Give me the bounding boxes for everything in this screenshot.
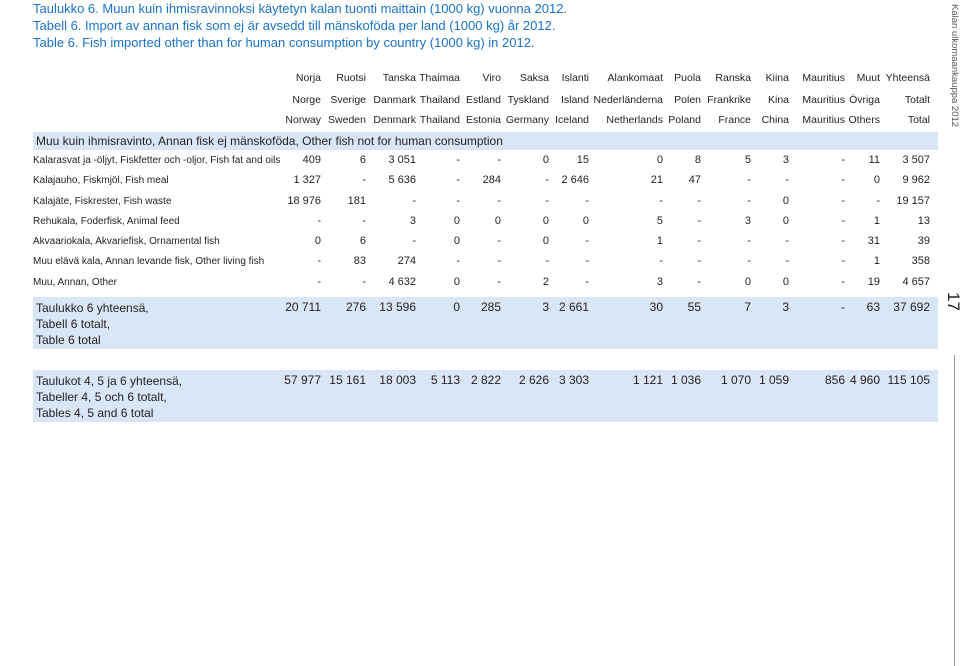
- table-row-cell: -: [545, 255, 549, 267]
- table6-total-cell: 63: [866, 300, 880, 314]
- column-header-sv: Sverige: [330, 94, 366, 106]
- table-row-cell: -: [456, 255, 460, 267]
- table-row-cell: 19 157: [896, 195, 930, 207]
- table-row-cell: -: [785, 235, 789, 247]
- column-header-en: Poland: [668, 114, 701, 126]
- table6-total-cell: 0: [453, 300, 460, 314]
- table-row-cell: -: [747, 235, 751, 247]
- row-label: Akvaariokala, Akvariefisk, Ornamental fish: [33, 236, 220, 247]
- column-header-fi: Saksa: [519, 72, 549, 84]
- column-header-fi: Ranska: [715, 72, 751, 84]
- table-row-cell: 6: [359, 154, 366, 166]
- tables-456-total-cell: 115 105: [887, 373, 930, 387]
- table-row-cell: -: [659, 195, 663, 207]
- table-row-cell: -: [747, 174, 751, 186]
- tables-456-total-cell: 1 070: [720, 373, 751, 387]
- tables-456-total-cell: 5 113: [430, 373, 460, 387]
- table-row-cell: -: [697, 276, 701, 288]
- title-sv-text: Import av annan fisk som ej är avsedd till mänskoföda per land (1000 kg) år 2012.: [85, 18, 556, 33]
- table6-total-cell: 37 692: [893, 300, 930, 314]
- table-row: [33, 274, 938, 294]
- table-row-cell: 0: [542, 154, 549, 166]
- column-header-fi: Puola: [674, 72, 701, 84]
- title-sv: [33, 17, 567, 34]
- table-row: [33, 233, 938, 253]
- table-row-cell: 5: [744, 154, 751, 166]
- table6-total-row: [33, 297, 938, 349]
- table-row-cell: -: [497, 195, 501, 207]
- table-row-cell: -: [841, 174, 845, 186]
- table-row-cell: 1 327: [293, 174, 321, 186]
- column-header-fi: Alankomaat: [607, 72, 663, 84]
- table-row-cell: 9 962: [902, 174, 930, 186]
- table-row-cell: -: [362, 276, 366, 288]
- total-label-line: Tables 4, 5 and 6 total: [36, 406, 154, 420]
- column-header-fi: Ruotsi: [336, 72, 366, 84]
- column-header-en: Germany: [505, 114, 549, 126]
- table-row-cell: -: [497, 276, 501, 288]
- header-row-sv: [33, 92, 938, 110]
- row-label: Muu elävä kala, Annan levande fisk, Other living fish: [33, 256, 265, 267]
- table-row-cell: -: [497, 235, 501, 247]
- column-header-en: France: [718, 114, 751, 126]
- column-header-sv: Thailand: [419, 94, 460, 106]
- column-header-en: Denmark: [373, 114, 416, 126]
- table-row: [33, 253, 938, 273]
- table-row-cell: 0: [782, 276, 789, 288]
- column-header-en: Mauritius: [802, 114, 845, 126]
- publication-name: Kalan ulkomaankauppa 2012: [949, 4, 960, 128]
- column-header-sv: Norge: [292, 94, 321, 106]
- column-header-fi: Kiina: [765, 72, 789, 84]
- table-row-cell: -: [497, 154, 501, 166]
- column-header-sv: Kina: [767, 94, 789, 106]
- table-row-cell: 18 976: [287, 195, 321, 207]
- tables-456-total-labels: [36, 373, 182, 421]
- table-row-cell: -: [785, 174, 789, 186]
- table-row-cell: -: [747, 195, 751, 207]
- column-header-fi: Thaimaa: [419, 72, 460, 84]
- column-header-sv: Frankrike: [707, 94, 751, 106]
- table-row-cell: 5: [656, 215, 663, 227]
- column-header-en: Total: [907, 114, 930, 126]
- table-row-cell: -: [697, 255, 701, 267]
- column-header-sv: Polen: [674, 94, 701, 106]
- section-title: Muu kuin ihmisravinto, Annan fisk ej mänskoföda, Other fish not for human consumption: [33, 132, 938, 150]
- table6-total-cell: 13 596: [379, 300, 416, 314]
- title-fi: [33, 0, 567, 17]
- table-row-cell: 0: [453, 235, 460, 247]
- table-row-cell: -: [697, 215, 701, 227]
- table-row-cell: -: [317, 255, 321, 267]
- table-row-cell: -: [362, 174, 366, 186]
- tables-456-total-cell: 4 960: [849, 373, 880, 387]
- table-row-cell: 4 657: [902, 276, 930, 288]
- table-row-cell: -: [497, 255, 501, 267]
- table-title: [33, 0, 567, 51]
- table-row-cell: 0: [453, 215, 460, 227]
- column-header-fi: Islanti: [561, 72, 589, 84]
- column-header-sv: Nederländerna: [593, 94, 663, 106]
- tables-456-total-cell: 18 003: [379, 373, 416, 387]
- header-row-fi: [33, 70, 938, 88]
- row-label: Muu, Annan, Other: [33, 277, 117, 288]
- table-row-cell: 6: [359, 235, 366, 247]
- table-row-cell: -: [317, 276, 321, 288]
- column-header-fi: Norja: [295, 72, 321, 84]
- table-row-cell: 21: [650, 174, 663, 186]
- table-row-cell: 3 507: [902, 154, 930, 166]
- side-divider: [954, 355, 955, 666]
- table-row-cell: -: [456, 154, 460, 166]
- table-row-cell: -: [876, 195, 880, 207]
- table-row-cell: 0: [314, 235, 321, 247]
- table-row-cell: 31: [867, 235, 880, 247]
- total-label-line: Tabell 6 totalt,: [36, 317, 111, 331]
- table-row: [33, 213, 938, 233]
- table-row-cell: 5 636: [388, 174, 416, 186]
- table-row-cell: 274: [397, 255, 416, 267]
- tables-456-total-cell: 3 303: [558, 373, 589, 387]
- table-row-cell: -: [412, 195, 416, 207]
- table-row-cell: 0: [542, 235, 549, 247]
- title-sv-label: Tabell 6.: [33, 18, 82, 33]
- column-header-sv: Tyskland: [507, 94, 549, 106]
- total-label-line: Table 6 total: [36, 333, 101, 347]
- table-row-cell: -: [697, 195, 701, 207]
- table-row-cell: 11: [868, 154, 880, 166]
- table-row-cell: -: [841, 255, 845, 267]
- column-header-fi: Mauritius: [802, 72, 845, 84]
- table-row-cell: -: [841, 235, 845, 247]
- table-row-cell: 0: [582, 215, 589, 227]
- table-row-cell: -: [585, 255, 589, 267]
- table-row-cell: 4 632: [388, 276, 416, 288]
- table-row-cell: 181: [347, 195, 366, 207]
- table-row: [33, 193, 938, 213]
- column-header-sv: Estland: [465, 94, 501, 106]
- row-label: Kalarasvat ja -öljyt, Fiskfetter och -oljor, Fish fat and oils: [33, 155, 281, 166]
- table-row-cell: -: [841, 276, 845, 288]
- table-row: [33, 172, 938, 192]
- table6-total-labels: [36, 300, 149, 348]
- table-row-cell: 1: [873, 255, 880, 267]
- table6-total-cell: 7: [744, 300, 751, 314]
- column-header-fi: Muut: [856, 72, 880, 84]
- tables-456-total-cell: 2 822: [470, 373, 501, 387]
- table-row: [33, 152, 938, 172]
- title-en-label: Table 6.: [33, 35, 79, 50]
- table-row-cell: -: [412, 235, 416, 247]
- table-row-cell: -: [545, 174, 549, 186]
- tables-456-total-cell: 1 059: [758, 373, 789, 387]
- table-row-cell: -: [317, 215, 321, 227]
- table-row-cell: 0: [494, 215, 501, 227]
- row-label: Kalajauho, Fiskmjöl, Fish meal: [33, 175, 169, 186]
- table6-total-cell: 2 661: [558, 300, 589, 314]
- table-row-cell: 0: [656, 154, 663, 166]
- total-label-line: Taulukot 4, 5 ja 6 yhteensä,: [36, 374, 183, 388]
- row-label: Rehukala, Foderfisk, Animal feed: [33, 216, 180, 227]
- page-number: 17: [944, 292, 963, 311]
- table-row-cell: -: [585, 276, 589, 288]
- header-row-en: [33, 112, 938, 130]
- column-header-en: Netherlands: [606, 114, 663, 126]
- column-header-sv: Danmark: [373, 94, 416, 106]
- table6-total-cell: 3: [782, 300, 789, 314]
- table-row-cell: 47: [688, 174, 701, 186]
- table-row-cell: 1: [656, 235, 663, 247]
- table6-total-cell: 285: [480, 300, 501, 314]
- table-row-cell: -: [585, 195, 589, 207]
- column-header-fi: Yhteensä: [885, 72, 930, 84]
- table-row-cell: -: [841, 215, 845, 227]
- table-row-cell: 8: [694, 154, 701, 166]
- tables-456-total-cell: 1 121: [632, 373, 663, 387]
- column-header-sv: Övriga: [849, 94, 880, 106]
- table-row-cell: 284: [482, 174, 501, 186]
- table6-total-cell: 20 711: [285, 300, 321, 314]
- table-row-cell: 0: [542, 215, 549, 227]
- row-label: Kalajäte, Fiskrester, Fish waste: [33, 196, 172, 207]
- column-header-en: Others: [848, 114, 880, 126]
- column-header-sv: Island: [560, 94, 589, 106]
- table-row-cell: 3: [744, 215, 751, 227]
- table-row-cell: 3: [409, 215, 416, 227]
- total-label-line: Taulukko 6 yhteensä,: [36, 301, 149, 315]
- table-row-cell: 0: [744, 276, 751, 288]
- table-row-cell: 409: [302, 154, 321, 166]
- table-row-cell: 19: [867, 276, 880, 288]
- table-row-cell: 39: [917, 235, 930, 247]
- title-fi-text: Muun kuin ihmisravinnoksi käytetyn kalan tuonti maittain (1000 kg) vuonna 2012.: [102, 1, 568, 16]
- table-row-cell: 1: [873, 215, 880, 227]
- table-row-cell: -: [456, 195, 460, 207]
- tables-456-total-cell: 2 626: [518, 373, 549, 387]
- table-row-cell: 2 646: [561, 174, 589, 186]
- column-header-en: Thailand: [419, 114, 460, 126]
- table-row-cell: -: [362, 215, 366, 227]
- table-row-cell: 3: [656, 276, 663, 288]
- table6-total-cell: -: [841, 300, 845, 314]
- column-header-en: Norway: [285, 114, 321, 126]
- table-row-cell: -: [456, 174, 460, 186]
- table-row-cell: 358: [911, 255, 930, 267]
- column-header-en: China: [761, 114, 789, 126]
- tables-456-total-cell: 1 036: [670, 373, 701, 387]
- table-row-cell: -: [747, 255, 751, 267]
- tables-456-total-cell: 57 977: [284, 373, 321, 387]
- column-header-sv: Mauritius: [802, 94, 845, 106]
- column-header-en: Sweden: [328, 114, 366, 126]
- title-en: [33, 34, 567, 51]
- table6-total-cell: 276: [345, 300, 366, 314]
- table-row-cell: 83: [353, 255, 366, 267]
- table-row-cell: -: [585, 235, 589, 247]
- table-row-cell: -: [659, 255, 663, 267]
- table6-total-cell: 55: [687, 300, 701, 314]
- table-row-cell: 3 051: [388, 154, 416, 166]
- table-row-cell: -: [785, 255, 789, 267]
- column-header-sv: Totalt: [904, 94, 930, 106]
- table-row-cell: 0: [453, 276, 460, 288]
- column-header-en: Iceland: [555, 114, 589, 126]
- table-row-cell: 3: [782, 154, 789, 166]
- table-row-cell: -: [841, 195, 845, 207]
- table6-total-cell: 30: [649, 300, 663, 314]
- tables-456-total-row: [33, 370, 938, 422]
- tables-456-total-cell: 856: [824, 373, 845, 387]
- table-row-cell: 0: [782, 195, 789, 207]
- title-fi-label: Taulukko 6.: [33, 1, 99, 16]
- table-row-cell: 0: [873, 174, 880, 186]
- table-row-cell: 0: [782, 215, 789, 227]
- table-row-cell: -: [841, 154, 845, 166]
- column-header-fi: Tanska: [382, 72, 416, 84]
- column-header-en: Estonia: [465, 114, 501, 126]
- column-header-fi: Viro: [482, 72, 501, 84]
- table-row-cell: 13: [917, 215, 930, 227]
- table6-total-cell: 3: [542, 300, 549, 314]
- table-row-cell: -: [697, 235, 701, 247]
- table-row-cell: -: [545, 195, 549, 207]
- table-row-cell: 2: [542, 276, 549, 288]
- total-label-line: Tabeller 4, 5 och 6 totalt,: [36, 390, 167, 404]
- table-row-cell: 15: [576, 154, 589, 166]
- title-en-text: Fish imported other than for human consumption by country (1000 kg) in 2012.: [82, 35, 535, 50]
- tables-456-total-cell: 15 161: [329, 373, 366, 387]
